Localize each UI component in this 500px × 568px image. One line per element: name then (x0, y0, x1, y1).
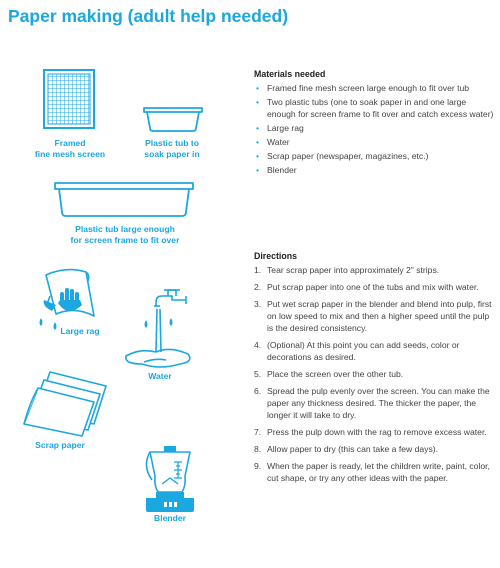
materials-list (254, 82, 494, 176)
list-item (254, 281, 494, 293)
step-number: 9. (254, 461, 262, 471)
list-item: • Large rag (254, 122, 494, 134)
step-number: 1. (254, 265, 262, 275)
list-item: • Scrap paper (newspaper, magazines, etc.) (254, 150, 494, 162)
list-item: • Framed fine mesh screen large enough to fit over tub (254, 82, 494, 94)
materials-section (254, 68, 494, 178)
directions-section (254, 250, 494, 489)
directions-heading: Directions (254, 251, 298, 261)
list-item (254, 264, 494, 276)
list-item (254, 460, 494, 484)
large-tub-caption: Plastic tub large enough for screen frame to fit over (70, 224, 180, 245)
step-number: 4. (254, 340, 262, 350)
step-number: 7. (254, 427, 262, 437)
step-number: 8. (254, 444, 262, 454)
scrap-paper-icon (24, 372, 106, 436)
step-text: When the paper is ready, let the children write, paint, color, cut shape, or try any other ideas with the paper. (267, 461, 490, 483)
list-item: • Water (254, 136, 494, 148)
blender-caption: Blender (154, 513, 186, 523)
puddle-icon (126, 349, 190, 367)
water-caption: Water (148, 371, 172, 381)
materials-heading: Materials needed (254, 69, 326, 79)
rag-caption: Large rag (60, 326, 100, 336)
large-tub-icon (55, 183, 193, 216)
step-text: Place the screen over the other tub. (267, 369, 404, 379)
directions-list (254, 264, 494, 484)
page-title: Paper making (adult help needed) (8, 6, 289, 26)
scrap-paper-caption: Scrap paper (35, 440, 85, 450)
list-item (254, 298, 494, 334)
mesh-screen-icon (44, 70, 94, 128)
step-text: Spread the pulp evenly over the screen. You can make the paper any thickness desired. The thicker the paper, the longer it will take to dry. (267, 386, 490, 420)
step-number: 5. (254, 369, 262, 379)
list-item (254, 426, 494, 438)
screen-caption: Framed fine mesh screen (34, 138, 106, 159)
list-item (254, 385, 494, 421)
step-number: 3. (254, 299, 262, 309)
list-item (254, 339, 494, 363)
step-text: Tear scrap paper into approximately 2" strips. (267, 265, 440, 275)
list-item (254, 443, 494, 455)
water-drops-icon (145, 318, 173, 328)
list-item (254, 368, 494, 380)
step-text: Press the pulp down with the rag to remove excess water. (267, 427, 487, 437)
step-number: 6. (254, 386, 262, 396)
list-item: • Blender (254, 164, 494, 176)
blender-icon (146, 446, 194, 512)
small-tub-icon (144, 108, 202, 131)
list-item: • Two plastic tubs (one to soak paper in and one large enough for screen frame to fit over and catch excess water) (254, 96, 494, 120)
step-text: Put scrap paper into one of the tubs and mix with water. (267, 282, 479, 292)
step-text: Put wet scrap paper in the blender and blend into pulp, first on low speed to mix and then a higher speed until the pulp is the desired consistency. (267, 299, 492, 333)
step-number: 2. (254, 282, 262, 292)
step-text: Allow paper to dry (this can take a few days). (267, 444, 438, 454)
step-text: (Optional) At this point you can add seeds, color or decorations as desired. (267, 340, 460, 362)
small-tub-caption: Plastic tub to soak paper in (144, 138, 200, 159)
